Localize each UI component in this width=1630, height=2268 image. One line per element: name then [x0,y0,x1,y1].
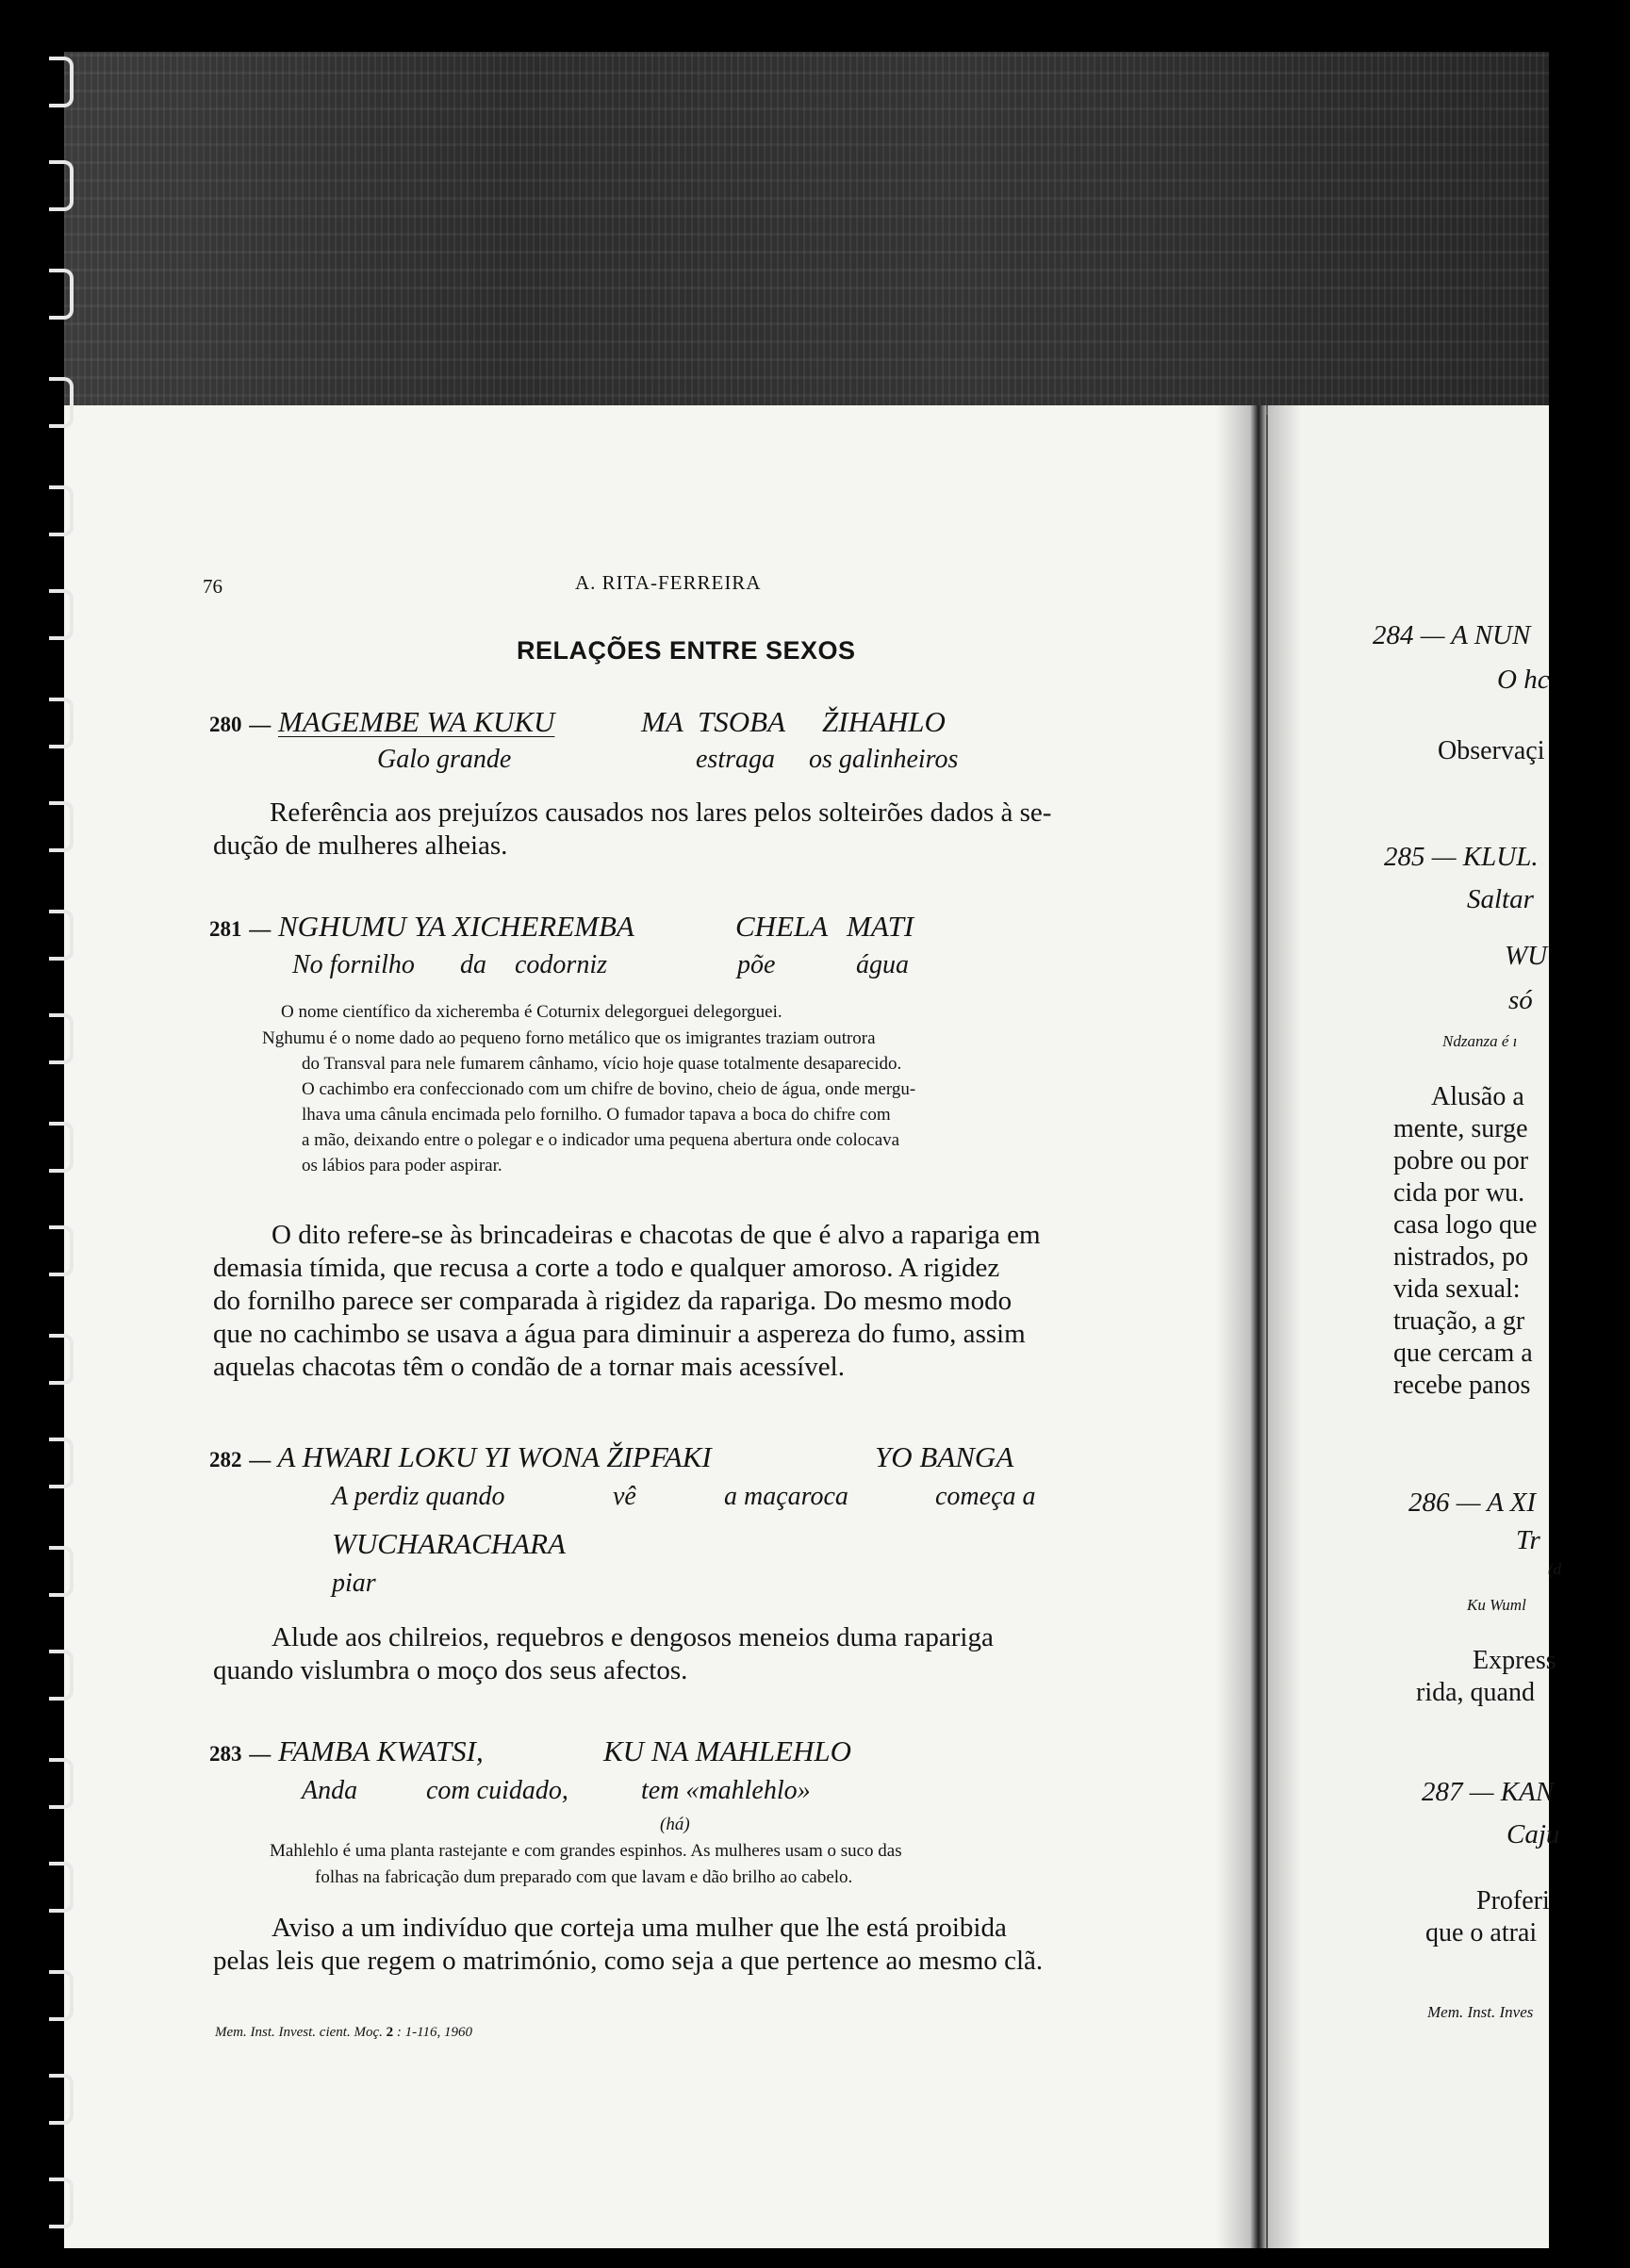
proverb-word: CHELA [735,910,829,943]
journal-citation: Mem. Inst. Invest. cient. Moç. [215,2025,383,2040]
note-line: do Transval para nele fumarem cânhamo, vício hoje quase totalmente desaparecido. [302,1054,902,1074]
binder-ring [49,910,74,961]
running-head-author: A. RITA-FERREIRA [575,571,762,594]
gloss: codorniz [515,950,607,979]
commentary-line: dução de mulheres alheias. [213,830,508,861]
scanner-dark-band [64,52,1549,415]
right-line: Alusão a [1431,1082,1524,1111]
right-proverb-287: 287 — KAN [1422,1777,1555,1807]
right-gloss: Saltar [1467,884,1534,914]
right-gloss: Tr [1516,1525,1540,1555]
right-line: que cercam a [1393,1339,1533,1368]
binder-ring [49,1970,74,2021]
right-word: WU [1505,941,1548,971]
proverb-word: KU NA MAHLEHLO [603,1734,851,1767]
commentary-line: que no cachimbo se usava a água para diminuir a aspereza do fumo, assim [213,1319,1026,1349]
commentary-line: aquelas chacotas têm o condão de a tornar mais acessível. [213,1352,845,1382]
proverb-282 [209,1440,712,1474]
commentary-line: pelas leis que regem o matrimónio, como seja a que pertence ao mesmo clã. [213,1946,1044,1976]
binder-ring [49,57,74,107]
gloss: vê [613,1482,636,1511]
right-line: pobre ou por [1393,1146,1529,1175]
right-text: Observaçi [1438,736,1545,765]
right-proverb-285: 285 — KLUL. [1384,842,1539,872]
gloss: água [856,950,909,979]
commentary-line: quando vislumbra o moço dos seus afectos. [213,1655,688,1685]
journal-footer [215,2025,472,2041]
binder-ring [49,1758,74,1809]
dash: — [249,1448,272,1471]
right-proverb-284: 284 — A NUN [1373,620,1531,650]
gloss: estraga [696,745,775,774]
gloss: a maçaroca [724,1482,848,1511]
binder-ring [49,1334,74,1385]
note-line: Nghumu é o nome dado ao pequeno forno metálico que os imigrantes traziam outrora [262,1028,876,1048]
proverb-number: 283 [209,1742,242,1766]
binder-ring [49,698,74,748]
right-line: vida sexual: [1393,1274,1521,1304]
note-line: os lábios para poder aspirar. [302,1156,502,1175]
note-line: O nome científico da xicheremba é Coturnix delegorguei delegorguei. [281,1002,782,1022]
right-gloss: Caju [1507,1819,1560,1849]
right-gloss: só [1508,985,1533,1015]
proverb-word: FAMBA KWATSI, [278,1734,484,1767]
right-line: Proferi [1476,1886,1550,1915]
gloss: piar [332,1569,376,1598]
proverb-281 [209,910,634,944]
right-line: rida, quand [1416,1678,1535,1707]
proverb-283 [209,1734,484,1768]
right-note: Ku Wuml [1467,1596,1526,1614]
gloss: tem «mahlehlo» [641,1776,811,1805]
book-gutter [1216,405,1301,2248]
journal-pages: : 1-116, 1960 [396,2025,472,2040]
binder-ring [49,1013,74,1064]
proverb-number: 282 [209,1448,242,1471]
gloss: começa a [935,1482,1036,1511]
binder-ring [49,589,74,640]
gloss-sub: (há) [660,1815,690,1834]
gloss: com cuidado, [426,1776,568,1805]
proverb-word: MAGEMBE WA KUKU [278,705,555,738]
proverb-number: 281 [209,917,242,941]
right-line: truação, a gr [1393,1307,1525,1336]
proverb-word: MA [641,705,683,738]
note-line: O cachimbo era confeccionado com um chifre de bovino, cheio de água, onde mergu- [302,1079,916,1099]
gloss: A perdiz quando [332,1482,505,1511]
proverb-word: TSOBA [698,705,785,738]
binder-ring [49,377,74,428]
note-line: folhas na fabricação dum preparado com que lavam e dão brilho ao cabelo. [315,1867,853,1887]
gloss: da [460,950,486,979]
right-proverb-286: 286 — A XI [1408,1487,1537,1518]
proverb-word: NGHUMU YA XICHEREMBA [278,910,634,943]
gloss: põe [737,950,776,979]
binder-ring [49,801,74,852]
binder-ring [49,485,74,536]
proverb-word: YO BANGA [875,1440,1014,1473]
page-number: 76 [203,575,222,598]
dash: — [249,713,272,736]
gloss: os galinheiros [809,745,959,774]
binder-ring [49,2074,74,2125]
right-gloss: O hc [1497,665,1550,695]
dash: — [249,917,272,941]
right-line: casa logo que [1393,1210,1538,1240]
gloss: Anda [302,1776,358,1805]
binder-ring [49,1225,74,1276]
binder-ring [49,1650,74,1701]
dash: — [249,1742,272,1766]
proverb-280 [209,705,554,739]
right-line: que o atrai [1425,1918,1538,1948]
binder-ring [49,1438,74,1488]
commentary-line: do fornilho parece ser comparada à rigidez da rapariga. Do mesmo modo [213,1286,1013,1316]
proverb-word: ŽIHAHLO [822,705,946,738]
right-note: Ndzanza é ı [1442,1032,1518,1050]
note-line: Mahlehlo é uma planta rastejante e com grandes espinhos. As mulheres usam o suco das [270,1841,902,1861]
commentary-line: Referência aos prejuízos causados nos lares pelos solteirões dados à se- [270,797,1052,828]
proverb-number: 280 [209,713,242,736]
journal-volume: 2 [386,2025,394,2040]
gloss: Galo grande [377,745,512,774]
note-line: a mão, deixando entre o polegar e o indicador uma pequena abertura onde colocava [302,1130,900,1150]
right-footer: Mem. Inst. Inves [1427,2003,1534,2021]
binder-ring [49,1546,74,1597]
proverb-word: MATI [847,910,914,943]
right-line: recebe panos [1393,1371,1531,1400]
binder-ring [49,1862,74,1913]
commentary-line: O dito refere-se às brincadeiras e chacotas de que é alvo a rapariga em [272,1220,1041,1250]
right-line: Express [1473,1646,1556,1675]
binder-ring [49,269,74,320]
right-line: nistrados, po [1393,1242,1529,1272]
proverb-word: A HWARI LOKU YI WONA ŽIPFAKI [277,1440,712,1473]
commentary-line: Aviso a um indivíduo que corteja uma mulher que lhe está proibida [272,1913,1007,1943]
gloss: No fornilho [292,950,415,979]
right-line: cida por wu. [1393,1178,1525,1208]
binder-ring [49,2178,74,2228]
right-sub: (d [1548,1560,1562,1578]
proverb-word: WUCHARACHARA [332,1527,566,1560]
binder-ring [49,1122,74,1173]
commentary-line: Alude aos chilreios, requebros e dengosos meneios duma rapariga [272,1622,994,1652]
section-title: RELAÇÕES ENTRE SEXOS [517,636,856,665]
right-line: mente, surge [1393,1114,1528,1143]
note-line: lhava uma cânula encimada pelo fornilho. O fumador tapava a boca do chifre com [302,1105,891,1125]
binder-ring [49,160,74,211]
commentary-line: demasia tímida, que recusa a corte a todo e qualquer amoroso. A rigidez [213,1253,1000,1283]
